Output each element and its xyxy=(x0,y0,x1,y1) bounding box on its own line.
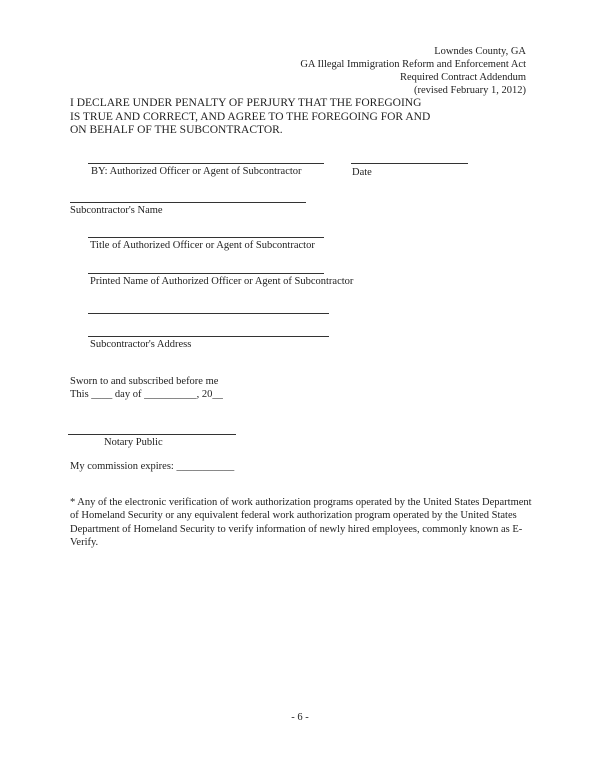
by-label: BY: Authorized Officer or Agent of Subcontractor xyxy=(91,166,302,177)
commission-expires: My commission expires: ___________ xyxy=(70,461,235,472)
date-line[interactable] xyxy=(351,163,468,164)
notary-signature-line[interactable] xyxy=(68,434,236,435)
footnote: * Any of the electronic verification of work authorization programs operated by the United States Department of Homeland Security or any equivalent federal work authorization program operated by the United States Department of Homeland Security to verify information of newly hired employees, commonly known as E-Verify. xyxy=(70,497,532,548)
declaration-line: ON BEHALF OF THE SUBCONTRACTOR. xyxy=(70,124,283,136)
address-label: Subcontractor's Address xyxy=(90,339,192,350)
printed-name-label: Printed Name of Authorized Officer or Agent of Subcontractor xyxy=(90,276,354,287)
page-number: - 6 - xyxy=(291,712,309,723)
header-county: Lowndes County, GA xyxy=(434,46,526,57)
sworn-line: Sworn to and subscribed before me xyxy=(70,376,219,387)
notary-public-label: Notary Public xyxy=(104,437,163,448)
header-addendum: Required Contract Addendum xyxy=(400,72,526,83)
subcontractor-name-label: Subcontractor's Name xyxy=(70,205,163,216)
address-line-1[interactable] xyxy=(88,313,329,314)
title-line[interactable] xyxy=(88,237,324,238)
address-line-2[interactable] xyxy=(88,336,329,337)
declaration xyxy=(70,97,430,138)
header-revised: (revised February 1, 2012) xyxy=(414,85,526,96)
date-label: Date xyxy=(352,167,372,178)
title-label: Title of Authorized Officer or Agent of Subcontractor xyxy=(90,240,315,251)
header-act: GA Illegal Immigration Reform and Enforcement Act xyxy=(300,59,526,70)
this-day-line: This ____ day of __________, 20__ xyxy=(70,389,223,400)
printed-name-line[interactable] xyxy=(88,273,324,274)
declaration-line: IS TRUE AND CORRECT, AND AGREE TO THE FOREGOING FOR AND xyxy=(70,110,431,123)
declaration-line: I DECLARE UNDER PENALTY OF PERJURY THAT THE FOREGOING xyxy=(70,97,422,109)
subcontractor-name-line[interactable] xyxy=(70,202,306,203)
signature-line[interactable] xyxy=(88,163,324,164)
